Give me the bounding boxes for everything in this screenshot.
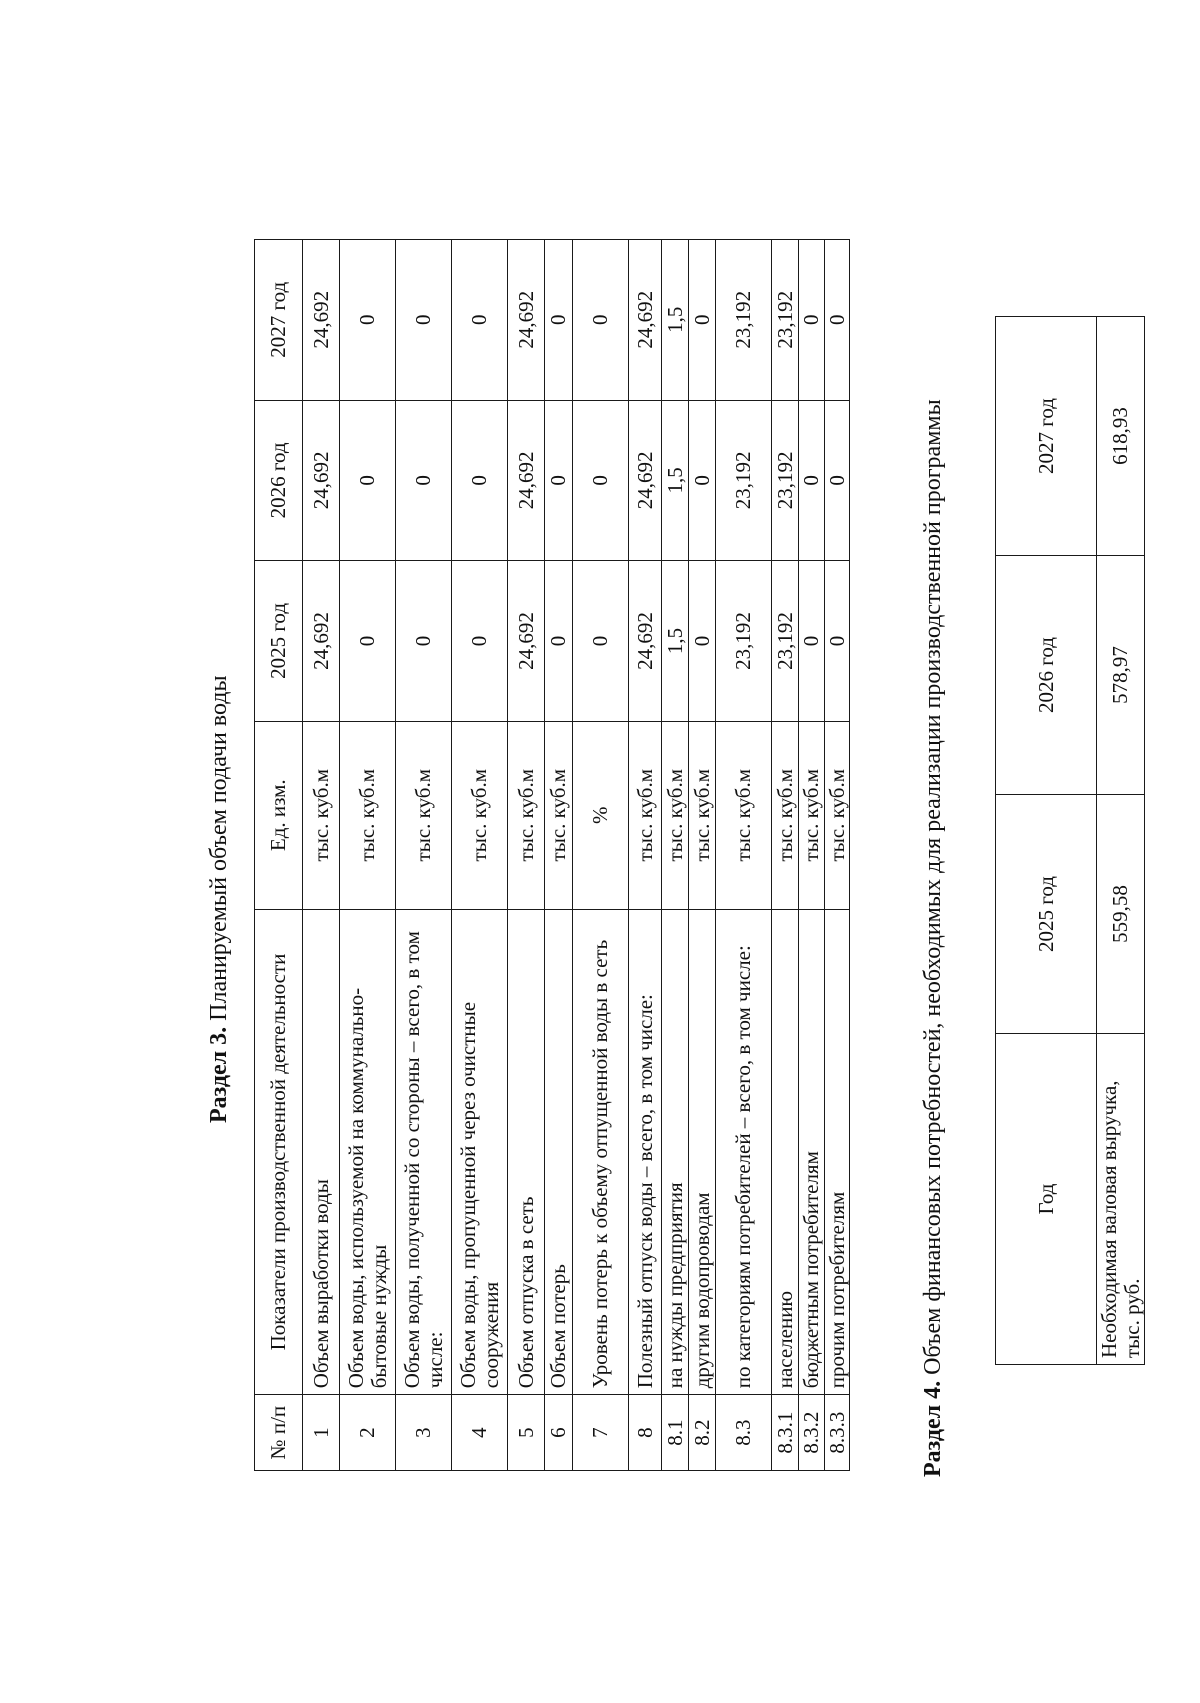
unit: тыс. куб.м [340,721,396,909]
row-number: 7 [573,1395,629,1471]
indicator-name: Объем воды, используемой на коммунально-бытовые нужды [340,909,396,1395]
value-2026: 23,192 [716,400,772,561]
column-header-unit: Ед. изм. [255,721,303,909]
value-2027: 0 [545,240,573,401]
table-row [545,240,573,1471]
unit: тыс. куб.м [452,721,508,909]
row-label: Необходимая валовая выручка, тыс. руб. [1097,1034,1145,1365]
value-2027: 0 [396,240,452,401]
table-row [824,240,850,1471]
table-row [340,240,396,1471]
unit: тыс. куб.м [508,721,545,909]
value-2025: 0 [545,561,573,722]
indicator-name: населению [772,909,799,1395]
value-2026: 0 [824,400,850,561]
column-header-2025: 2025 год [996,795,1097,1034]
section-4-label: Раздел 4. [920,1380,946,1477]
unit: тыс. куб.м [662,721,689,909]
row-number: 5 [508,1395,545,1471]
value-2027: 23,192 [716,240,772,401]
value-2027: 0 [799,240,825,401]
value-2025: 0 [799,561,825,722]
column-header-year: Год [996,1034,1097,1365]
indicator-name: Полезный отпуск воды – всего, в том числе: [629,909,662,1395]
row-number: 1 [303,1395,340,1471]
value-2026: 24,692 [629,400,662,561]
indicator-name: Объем потерь [545,909,573,1395]
table-row [508,240,545,1471]
value-2026: 0 [799,400,825,561]
value-2027: 1,5 [662,240,689,401]
table-row [689,240,716,1471]
financial-needs-table [995,316,1145,1365]
row-number: 8.1 [662,1395,689,1471]
table-row [629,240,662,1471]
indicator-name: Уровень потерь к объему отпущенной воды в сеть [573,909,629,1395]
row-number: 8.3.2 [799,1395,825,1471]
column-header-2025: 2025 год [255,561,303,722]
table-header-row [996,317,1097,1365]
table-row [772,240,799,1471]
value-2026: 23,192 [772,400,799,561]
unit: тыс. куб.м [629,721,662,909]
value-2026: 24,692 [303,400,340,561]
column-header-number: № п/п [255,1395,303,1471]
row-number: 8.3.1 [772,1395,799,1471]
unit: % [573,721,629,909]
value-2026: 24,692 [508,400,545,561]
value-2027: 0 [689,240,716,401]
value-2025: 0 [396,561,452,722]
table-row [396,240,452,1471]
value-2026: 1,5 [662,400,689,561]
value-2025: 0 [824,561,850,722]
unit: тыс. куб.м [824,721,850,909]
table-row [452,240,508,1471]
section-3-title [206,675,233,1123]
column-header-2027: 2027 год [996,317,1097,556]
value-2025: 559,58 [1097,795,1145,1034]
row-number: 8.2 [689,1395,716,1471]
row-number: 6 [545,1395,573,1471]
section-3-heading: Планируемый объем подачи воды [206,675,232,1027]
value-2025: 24,692 [508,561,545,722]
unit: тыс. куб.м [799,721,825,909]
row-number: 4 [452,1395,508,1471]
value-2027: 24,692 [508,240,545,401]
value-2026: 578,97 [1097,556,1145,795]
unit: тыс. куб.м [396,721,452,909]
row-number: 3 [396,1395,452,1471]
indicator-name: Объем отпуска в сеть [508,909,545,1395]
column-header-2026: 2026 год [996,556,1097,795]
row-number: 8.3 [716,1395,772,1471]
table-row [573,240,629,1471]
indicator-name: другим водопроводам [689,909,716,1395]
value-2027: 0 [452,240,508,401]
value-2027: 0 [340,240,396,401]
value-2026: 0 [545,400,573,561]
table-row [303,240,340,1471]
column-header-2026: 2026 год [255,400,303,561]
value-2027: 24,692 [303,240,340,401]
unit: тыс. куб.м [303,721,340,909]
indicator-name: Объем воды, полученной со стороны – всего, в том числе: [396,909,452,1395]
row-number: 8 [629,1395,662,1471]
value-2025: 23,192 [772,561,799,722]
value-2026: 0 [689,400,716,561]
indicator-name: Объем выработки воды [303,909,340,1395]
value-2025: 24,692 [303,561,340,722]
indicator-name: на нужды предприятия [662,909,689,1395]
value-2026: 0 [452,400,508,561]
indicator-name: Объем воды, пропущенной через очистные сооружения [452,909,508,1395]
value-2027: 0 [824,240,850,401]
section-4-heading: Объем финансовых потребностей, необходимых для реализации производственной программы [920,399,946,1381]
value-2027: 618,93 [1097,317,1145,556]
value-2027: 23,192 [772,240,799,401]
unit: тыс. куб.м [689,721,716,909]
row-number: 2 [340,1395,396,1471]
indicator-name: бюджетным потребителям [799,909,825,1395]
value-2025: 1,5 [662,561,689,722]
value-2026: 0 [396,400,452,561]
value-2026: 0 [340,400,396,561]
value-2025: 0 [689,561,716,722]
section-4-title [920,399,947,1477]
value-2027: 0 [573,240,629,401]
table-header-row [255,240,303,1471]
unit: тыс. куб.м [716,721,772,909]
value-2027: 24,692 [629,240,662,401]
table-row [662,240,689,1471]
row-number: 8.3.3 [824,1395,850,1471]
column-header-indicator: Показатели производственной деятельности [255,909,303,1395]
table-row [1097,317,1145,1365]
value-2025: 23,192 [716,561,772,722]
table-row [799,240,825,1471]
indicator-name: прочим потребителям [824,909,850,1395]
unit: тыс. куб.м [545,721,573,909]
unit: тыс. куб.м [772,721,799,909]
section-3-label: Раздел 3. [206,1026,232,1123]
indicator-name: по категориям потребителей – всего, в том числе: [716,909,772,1395]
column-header-2027: 2027 год [255,240,303,401]
value-2025: 24,692 [629,561,662,722]
water-supply-table [254,239,850,1471]
value-2025: 0 [573,561,629,722]
value-2025: 0 [452,561,508,722]
value-2026: 0 [573,400,629,561]
table-row [716,240,772,1471]
value-2025: 0 [340,561,396,722]
